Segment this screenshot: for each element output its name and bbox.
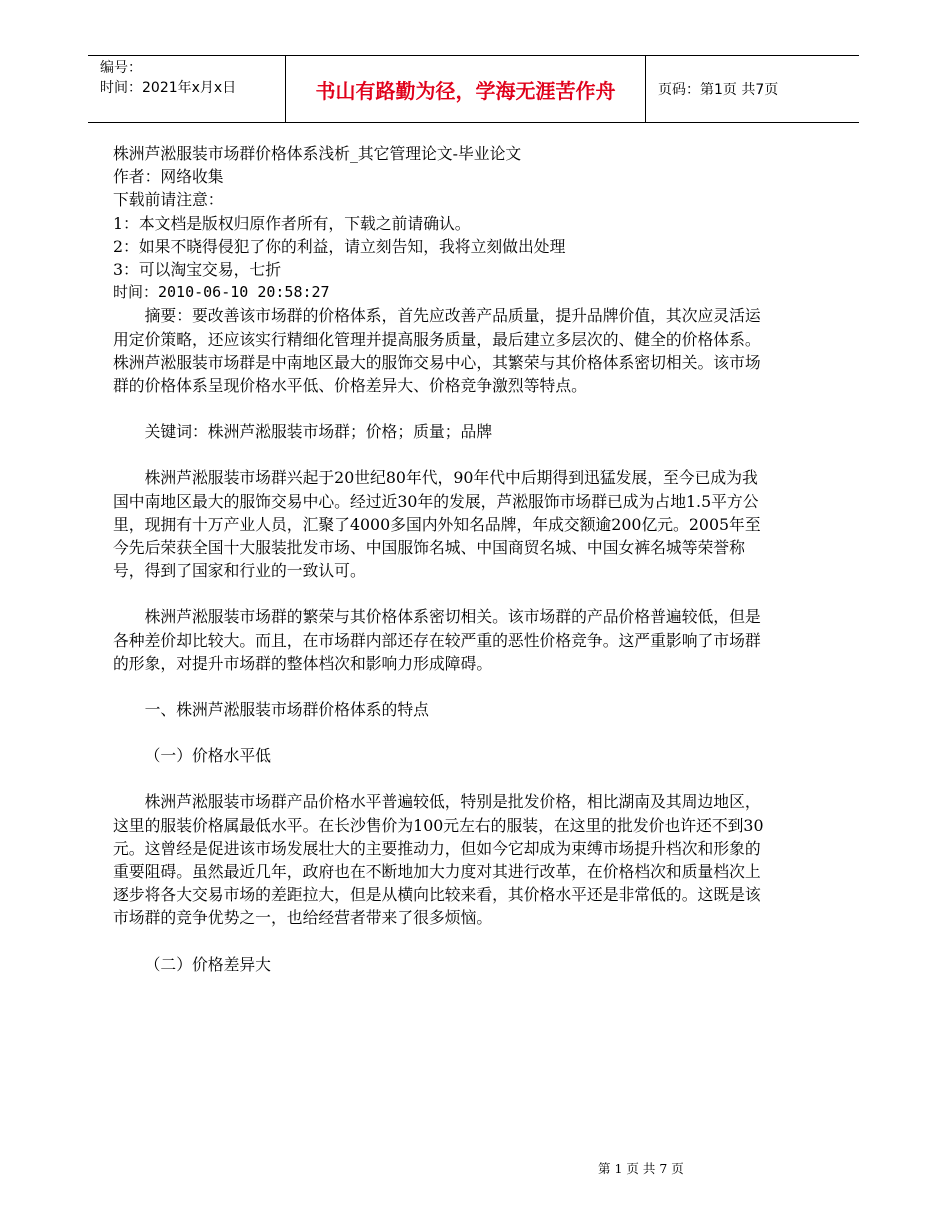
author-line: 作者：网络收集: [113, 167, 224, 187]
body-paragraph-2: 株洲芦淞服装市场群的繁荣与其价格体系密切相关。该市场群的产品价格普遍较低，但是各种差价却比较大。而且，在市场群内部还存在较严重的恶性价格竞争。这严重影响了市场群的形象，对提升市场群的整体档次和影响力形成障碍。: [113, 607, 761, 673]
subsection-heading-1: （一）价格水平低: [144, 746, 271, 766]
note-line-2: 2：如果不晓得侵犯了你的利益，请立刻告知，我将立刻做出处理: [113, 236, 566, 256]
abstract-paragraph: 摘要：要改善该市场群的价格体系，首先应改善产品质量，提升品牌价值，其次应灵活运用定价策略，还应该实行精细化管理并提高服务质量，最后建立多层次的、健全的价格体系。株洲芦淞服装市场群是中南地区最大的服饰交易中心，其繁荣与其价格体系密切相关。该市场群的价格体系呈现价格水平低、价格差异大、价格竞争激烈等特点。: [113, 306, 761, 396]
document-number-label: 编号：: [100, 60, 142, 76]
body-paragraph-1: 株洲芦淞服装市场群兴起于20世纪80年代，90年代中后期得到迅猛发展，至今已成为我国中南地区最大的服饰交易中心。经过近30年的发展，芦淞服饰市场群已成为占地1.5平方公里，现拥有十万产业人员，汇聚了4000多国内外知名品牌，年成交额逾200亿元。2005年至今先后荣获全国十大服装批发市场、中国服饰名城、中国商贸名城、中国女裤名城等荣誉称号，得到了国家和行业的一致认可。: [113, 468, 761, 581]
timestamp-line: 时间：2010-06-10 20:58:27: [113, 283, 330, 302]
keywords-line: 关键词：株洲芦淞服装市场群；价格；质量；品牌: [144, 422, 493, 442]
document-header: [88, 55, 859, 123]
header-info-cell: [88, 56, 285, 122]
note-line-1: 1：本文档是版权归原作者所有，下载之前请确认。: [113, 213, 471, 233]
download-note: 下载前请注意：: [113, 190, 224, 210]
document-time-label: 时间：2021年x月x日: [100, 80, 237, 96]
document-title: 株洲芦淞服装市场群价格体系浅析_其它管理论文-毕业论文: [113, 144, 522, 163]
subsection-heading-2: （二）价格差异大: [144, 954, 271, 974]
header-motto: 书山有路勤为径，学海无涯苦作舟: [285, 56, 646, 122]
note-line-3: 3：可以淘宝交易，七折: [113, 260, 282, 280]
document-body: [113, 142, 773, 976]
footer-page-number: 第 1 页 共 7 页: [598, 1161, 684, 1176]
section-heading-1: 一、株洲芦淞服装市场群价格体系的特点: [144, 700, 429, 720]
header-page-label: 页码：第1页 共7页: [658, 82, 779, 98]
body-paragraph-3: 株洲芦淞服装市场群产品价格水平普遍较低，特别是批发价格，相比湖南及其周边地区，这里的服装价格属最低水平。在长沙售价为100元左右的服装，在这里的批发价也许还不到30元。这曾经是促进该市场发展壮大的主要推动力，但如今它却成为束缚市场提升档次和形象的重要阻碍。虽然最近几年，政府也在不断地加大力度对其进行改革，在价格档次和质量档次上逐步将各大交易市场的差距拉大，但是从横向比较来看，其价格水平还是非常低的。这既是该市场群的竞争优势之一，也给经营者带来了很多烦恼。: [113, 792, 764, 928]
